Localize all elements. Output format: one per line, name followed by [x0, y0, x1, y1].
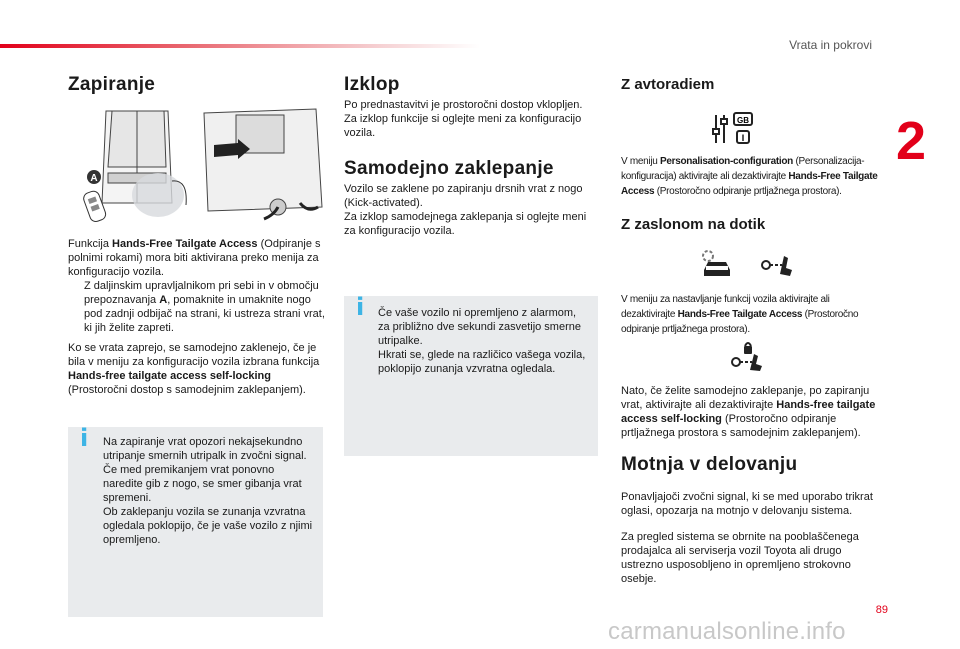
self-locking-icon — [728, 340, 768, 372]
paragraph-self-locking: Ko se vrata zaprejo, se samodejno zaklenejo, če je bila v meniju za konfiguracijo vozila izbrana funkcija Hands-free tailgate access self-locking (Prostoročni dostop s samodejnim zaklepanjem). — [68, 342, 320, 396]
heading-touchscreen: Z zaslonom na dotik — [621, 216, 766, 233]
heading-izklop: Izklop — [344, 74, 400, 95]
vehicle-settings-icon — [700, 248, 734, 280]
gb-label: GB — [737, 116, 749, 125]
info-text-1: Če vaše vozilo ni opremljeno z alarmom, za približno dve sekundi zasvetijo smerne utripalke. — [378, 307, 581, 347]
column-disable — [344, 74, 594, 238]
van-rear-illustration — [68, 107, 324, 231]
watermark: carmanualsonline.info — [608, 618, 846, 645]
bullet-symbol — [68, 279, 84, 335]
column-settings — [621, 78, 877, 92]
gb-small-label: I — [741, 133, 745, 143]
column-closing — [68, 74, 324, 95]
chapter-number: 2 — [895, 111, 926, 171]
bullet-item: Z daljinskim upravljalnikom pri sebi in v območju prepoznavanja A, pomaknite in umaknite nogo pod zadnji odbijač na strani, ki ustreza strani vrat, ki jih želite zapreti. — [68, 279, 326, 335]
paragraph-audio-menu: V meniju Personalisation-configuration (Personalizacija-konfiguracija) aktivirajte ali dezaktivirajte Hands-Free Tailgate Access (Prostoročno odpiranje prtljažnega prostora). — [621, 156, 878, 197]
zone-a-label: A — [90, 173, 98, 184]
paragraph-activation: Funkcija Hands-Free Tailgate Access (Odpiranje s polnimi rokami) mora biti aktivirana preko menija za konfiguracijo vozila. — [68, 238, 321, 278]
van-side-view — [204, 109, 322, 215]
paragraph-disable-info: Za izklop funkcije si oglejte meni za konfiguracijo vozila. — [344, 113, 582, 139]
info-text-2: Hkrati se, glede na različico vašega vozila, poklopijo zunanja vzvratna ogledala. — [378, 349, 586, 375]
detection-zone — [132, 173, 184, 217]
hands-free-key-icon — [758, 252, 798, 278]
paragraph-touchscreen-menu: V meniju za nastavljanje funkcij vozila aktivirajte ali dezaktivirajte Hands-Free Tailgate Access (Prostoročno odpiranje prtljažnega prostora). — [621, 294, 859, 335]
paragraph-service: Za pregled sistema se obrnite na pooblaščenega prodajalca ali serviserja vozil Toyota ali drugo ustrezno usposobljeno in opremljeno strokovno osebje. — [621, 531, 859, 585]
info-text-2: Če med premikanjem vrat ponovno naredite gib z nogo, se smer gibanja vrat spremeni. — [103, 464, 302, 504]
info-icon: i — [80, 424, 89, 452]
header-accent-bar — [0, 44, 480, 48]
info-text-1: Na zapiranje vrat opozori nekajsekundno utripanje smernih utripalk in zvočni signal. — [103, 436, 307, 462]
paragraph-self-locking-setting: Nato, če želite samodejno zaklepanje, po zapiranju vrat, aktivirajte ali dezaktivirajte Hands-free tailgate access self-locking (Prostoročno odpiranje prtljažnega prostora s samodejnim zaklepanjem). — [621, 385, 876, 439]
info-box-alarm — [344, 293, 598, 456]
audio-settings-icon — [712, 111, 756, 147]
info-icon: i — [356, 293, 365, 321]
info-text-3: Ob zaklepanju vozila se zunanja vzvratna ogledala poklopijo, če je vaše vozilo z njimi opremljeno. — [103, 506, 313, 546]
heading-auto-locking: Samodejno zaklepanje — [344, 158, 554, 179]
page-number: 89 — [875, 604, 888, 616]
heading-audio-system: Z avtoradiem — [621, 76, 715, 93]
heading-malfunction: Motnja v delovanju — [621, 454, 798, 475]
paragraph-default-on: Po prednastavitvi je prostoročni dostop vklopljen. — [344, 99, 583, 111]
info-box-closing — [68, 424, 323, 617]
paragraph-auto-lock: Vozilo se zaklene po zapiranju drsnih vrat z nogo (Kick-activated). — [344, 183, 583, 209]
paragraph-auto-lock-disable: Za izklop samodejnega zaklepanja si oglejte meni za konfiguracijo vozila. — [344, 211, 587, 237]
section-title: Vrata in pokrovi — [789, 38, 872, 52]
heading-zapiranje: Zapiranje — [68, 74, 156, 95]
paragraph-malfunction-signal: Ponavljajoči zvočni signal, ki se med uporabo trikrat oglasi, opozarja na motnjo v delovanju sistema. — [621, 491, 873, 517]
